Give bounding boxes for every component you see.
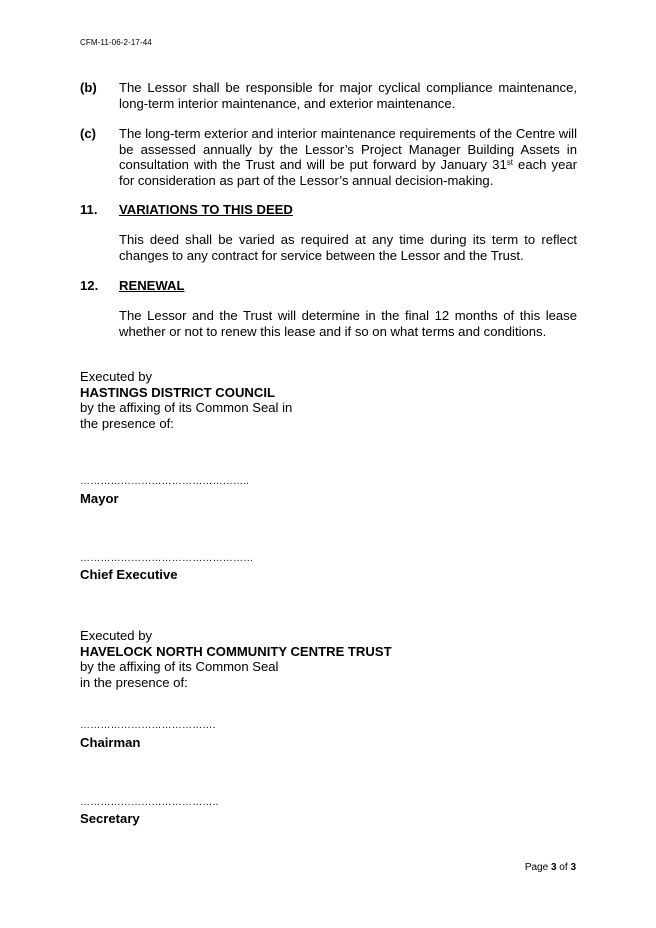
clause-c-text-after: each year for consideration as part of the Lessor’s annual decision-making. <box>119 157 578 188</box>
council-seal-line-1: by the affixing of its Common Seal in <box>80 400 293 416</box>
section-12-title: RENEWAL <box>119 278 185 293</box>
clause-c-superscript: st <box>506 158 513 168</box>
clause-c <box>80 126 577 188</box>
secretary-signature-line: ………………………………….. <box>80 797 219 808</box>
document-reference: CFM-11-06-2-17-44 <box>80 38 152 47</box>
section-12-number: 12. <box>80 278 99 293</box>
clause-c-text <box>119 126 577 188</box>
page-of-word: of <box>556 862 571 873</box>
chairman-signature-line: …………………………………. <box>80 720 216 731</box>
mayor-signature-line: ………………………………………….. <box>80 476 250 487</box>
page-word: Page <box>524 862 551 873</box>
trust-executed-by: Executed by <box>80 628 153 643</box>
council-party-name: HASTINGS DISTRICT COUNCIL <box>80 384 275 400</box>
page-number <box>525 862 576 874</box>
section-11-heading <box>80 202 293 218</box>
section-11-text: This deed shall be varied as required at any time during its term to reflect changes to any contract for service between the Lessor and the Trust. <box>119 232 577 263</box>
page-current: 3 <box>550 862 557 873</box>
clause-b <box>80 80 577 111</box>
clause-c-label: (c) <box>80 126 97 141</box>
trust-seal-line-2: in the presence of: <box>80 674 188 690</box>
mayor-role-label: Mayor <box>80 491 119 506</box>
secretary-role-label: Secretary <box>80 811 140 826</box>
trust-execution-block <box>80 628 392 690</box>
chief-executive-role-label: Chief Executive <box>80 567 178 582</box>
trust-party-name: HAVELOCK NORTH COMMUNITY CENTRE TRUST <box>80 643 392 659</box>
section-12-heading <box>80 278 184 294</box>
clause-b-label: (b) <box>80 80 97 95</box>
clause-c-text-before: The long-term exterior and interior maintenance requirements of the Centre will be assessed annually by the Lessor’s Project Manager Building Assets in consultation with the Trust and will be put forward by January 31 <box>119 126 577 173</box>
section-11-title: VARIATIONS TO THIS DEED <box>119 202 293 217</box>
council-executed-by: Executed by <box>80 369 153 384</box>
council-seal-line-2: the presence of: <box>80 415 174 431</box>
section-12-text: The Lessor and the Trust will determine in the final 12 months of this lease whether or not to renew this lease and if so on what terms and conditions. <box>119 308 577 339</box>
clause-b-text: The Lessor shall be responsible for major cyclical compliance maintenance, long-term interior maintenance, and exterior maintenance. <box>119 80 577 111</box>
page-total: 3 <box>570 862 576 873</box>
council-execution-block <box>80 369 292 431</box>
section-11-number: 11. <box>80 202 98 217</box>
chief-executive-signature-line: …………………………………………… <box>80 553 254 564</box>
trust-seal-line-1: by the affixing of its Common Seal <box>80 659 279 675</box>
chairman-role-label: Chairman <box>80 735 141 750</box>
